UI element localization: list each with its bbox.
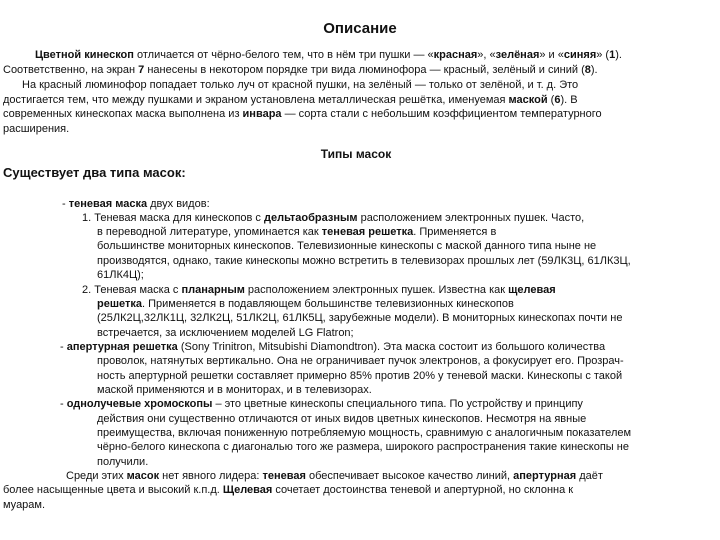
text-segment: современных кинескопах маска выполнена из [3,108,243,120]
text-segment: » и « [539,49,564,61]
text-segment: достигается тем, что между пушками и экраном установлена металлическая решётка, именуемая [3,94,509,106]
text-segment: » ( [596,49,610,61]
text-segment: ). [590,64,598,76]
text-segment: ). [615,49,622,61]
body-line [97,426,631,440]
bold-term: планарным [181,284,245,296]
text-segment: 1. Теневая маска для кинескопов с [82,212,264,224]
bold-term: дельтаобразным [263,212,358,224]
body-line [60,397,583,411]
bold-term: щелевая [508,284,556,296]
body-line [97,297,514,311]
bold-term: апертурная решетка [66,341,178,353]
text-segment: преимущества, включая пониженную потребляемую мощность, сравнимую с аналогичным показателем [97,427,632,439]
text-segment: – это цветные кинескопы специального типа. По устройству и принципу [212,398,583,410]
body-line [97,326,354,340]
bold-term: маской [508,94,548,106]
text-segment: большинстве мониторных кинескопов. Телевизионные кинескопы с маской данного типа ныне не [97,240,597,252]
bold-term: теневая [262,470,306,482]
body-line [60,340,605,354]
text-segment: отличается от чёрно-белого тем, что в нём три пушки — « [133,49,434,61]
bold-term: инвара [242,108,282,120]
intro-line [3,63,598,77]
text-segment: расширения. [3,123,70,135]
bold-term: масок [126,470,160,482]
body-line [97,354,624,368]
body-line [62,197,210,211]
intro-line [35,48,622,62]
text-segment: двух видов: [147,198,210,210]
text-segment: Соответственно, на экран [3,64,139,76]
bold-term: Цветной кинескоп [35,49,134,61]
intro-line [3,107,602,121]
body-line [97,383,372,397]
text-segment: получили. [97,456,149,468]
text-segment: », « [477,49,496,61]
bold-term: теневая решетка [321,226,414,238]
bold-term: Щелевая [222,484,273,496]
body-line [66,469,603,483]
body-line [97,455,148,469]
text-segment: расположением электронных пушек. Часто, [357,212,585,224]
bold-term: решетка [97,298,142,310]
lead-heading: Существует два типа масок: [3,165,186,180]
bold-term: синяя [563,49,597,61]
text-segment: На красный люминофор попадает только луч от красной пушки, на зелёный — только от зелёной, и т. д. Это [22,79,579,91]
body-line [82,211,584,225]
text-segment: - [62,198,69,210]
text-segment: расположением электронных пушек. Известна как [244,284,509,296]
text-segment: встречается, за исключением моделей LG Flatron; [97,327,354,339]
intro-line [3,93,578,107]
bold-term: апертурная [513,470,577,482]
text-segment: (25ЛК2Ц,32ЛК1Ц, 32ЛК2Ц, 51ЛК2Ц, 61ЛК5Ц, зарубежные модели). В мониторных кинескопах почти не [97,312,623,324]
page-title: Описание [323,20,397,37]
text-segment: муарам. [3,499,46,511]
text-segment: обеспечивает высокое качество линий, [305,470,514,482]
body-line [3,498,45,512]
intro-line [3,122,69,136]
text-segment: - [60,341,67,353]
text-segment: проволок, натянутых вертикально. Она не ограничивает пучок электронов, а фокусирует его. Прозрач- [97,355,624,367]
bold-term: 7 [138,64,145,76]
body-line [97,369,622,383]
text-segment: ). В [560,94,578,106]
text-segment: чёрно-белого кинескопа с диагональю того же размера, широкого распространения такие кинескопы не [97,441,629,453]
text-segment: нет явного лидера: [159,470,263,482]
text-segment: нанесены в некотором порядке три вида люминофора — красный, зелёный и синий ( [144,64,585,76]
body-line [97,412,586,426]
text-segment: действия они существенно отличаются от иных видов цветных кинескопов. Несмотря на явные [97,413,587,425]
text-segment: маской применяются и в мониторах, и в телевизорах. [97,384,372,396]
text-segment: — сорта стали с небольшим коэффициентом температурного [281,108,602,120]
bold-term: 8 [584,64,591,76]
bold-term: 1 [609,49,616,61]
body-line [97,440,629,454]
body-line [97,239,596,253]
body-line [97,254,631,268]
text-segment: ность апертурной решетки составляет примерно 85% против 20% у теневой маски. Кинескопы с такой [97,370,623,382]
text-segment: Среди этих [66,470,127,482]
body-line [97,268,144,282]
text-segment: 2. Теневая маска с [82,284,182,296]
body-line [3,483,573,497]
body-line [97,225,496,239]
bold-term: красная [433,49,478,61]
text-segment: сочетает достоинства теневой и апертурной, но склонна к [272,484,574,496]
bold-term: зелёная [495,49,540,61]
text-segment: . Применяется в подавляющем большинстве телевизионных кинескопов [142,298,514,310]
section-title: Типы масок [320,147,392,161]
text-segment: производятся, однако, такие кинескопы можно встретить в телевизорах прошлых лет (59ЛК3Ц, 61ЛК3Ц, [97,255,631,267]
body-line [97,311,622,325]
bold-term: теневая маска [68,198,148,210]
text-segment: . Применяется в [413,226,497,238]
text-segment: ( [547,94,555,106]
text-segment: даёт [576,470,603,482]
bold-term: 6 [554,94,561,106]
text-segment: более насыщенные цвета и высокий к.п.д. [3,484,223,496]
text-segment: - [60,398,67,410]
intro-line [22,78,578,92]
text-segment: (Sony Trinitron, Mitsubishi Diamondtron). Эта маска состоит из большого количества [177,341,606,353]
bold-term: однолучевые хромоскопы [66,398,213,410]
text-segment: 61ЛК4Ц); [97,269,144,281]
text-segment: в переводной литературе, упоминается как [97,226,322,238]
body-line [82,283,556,297]
